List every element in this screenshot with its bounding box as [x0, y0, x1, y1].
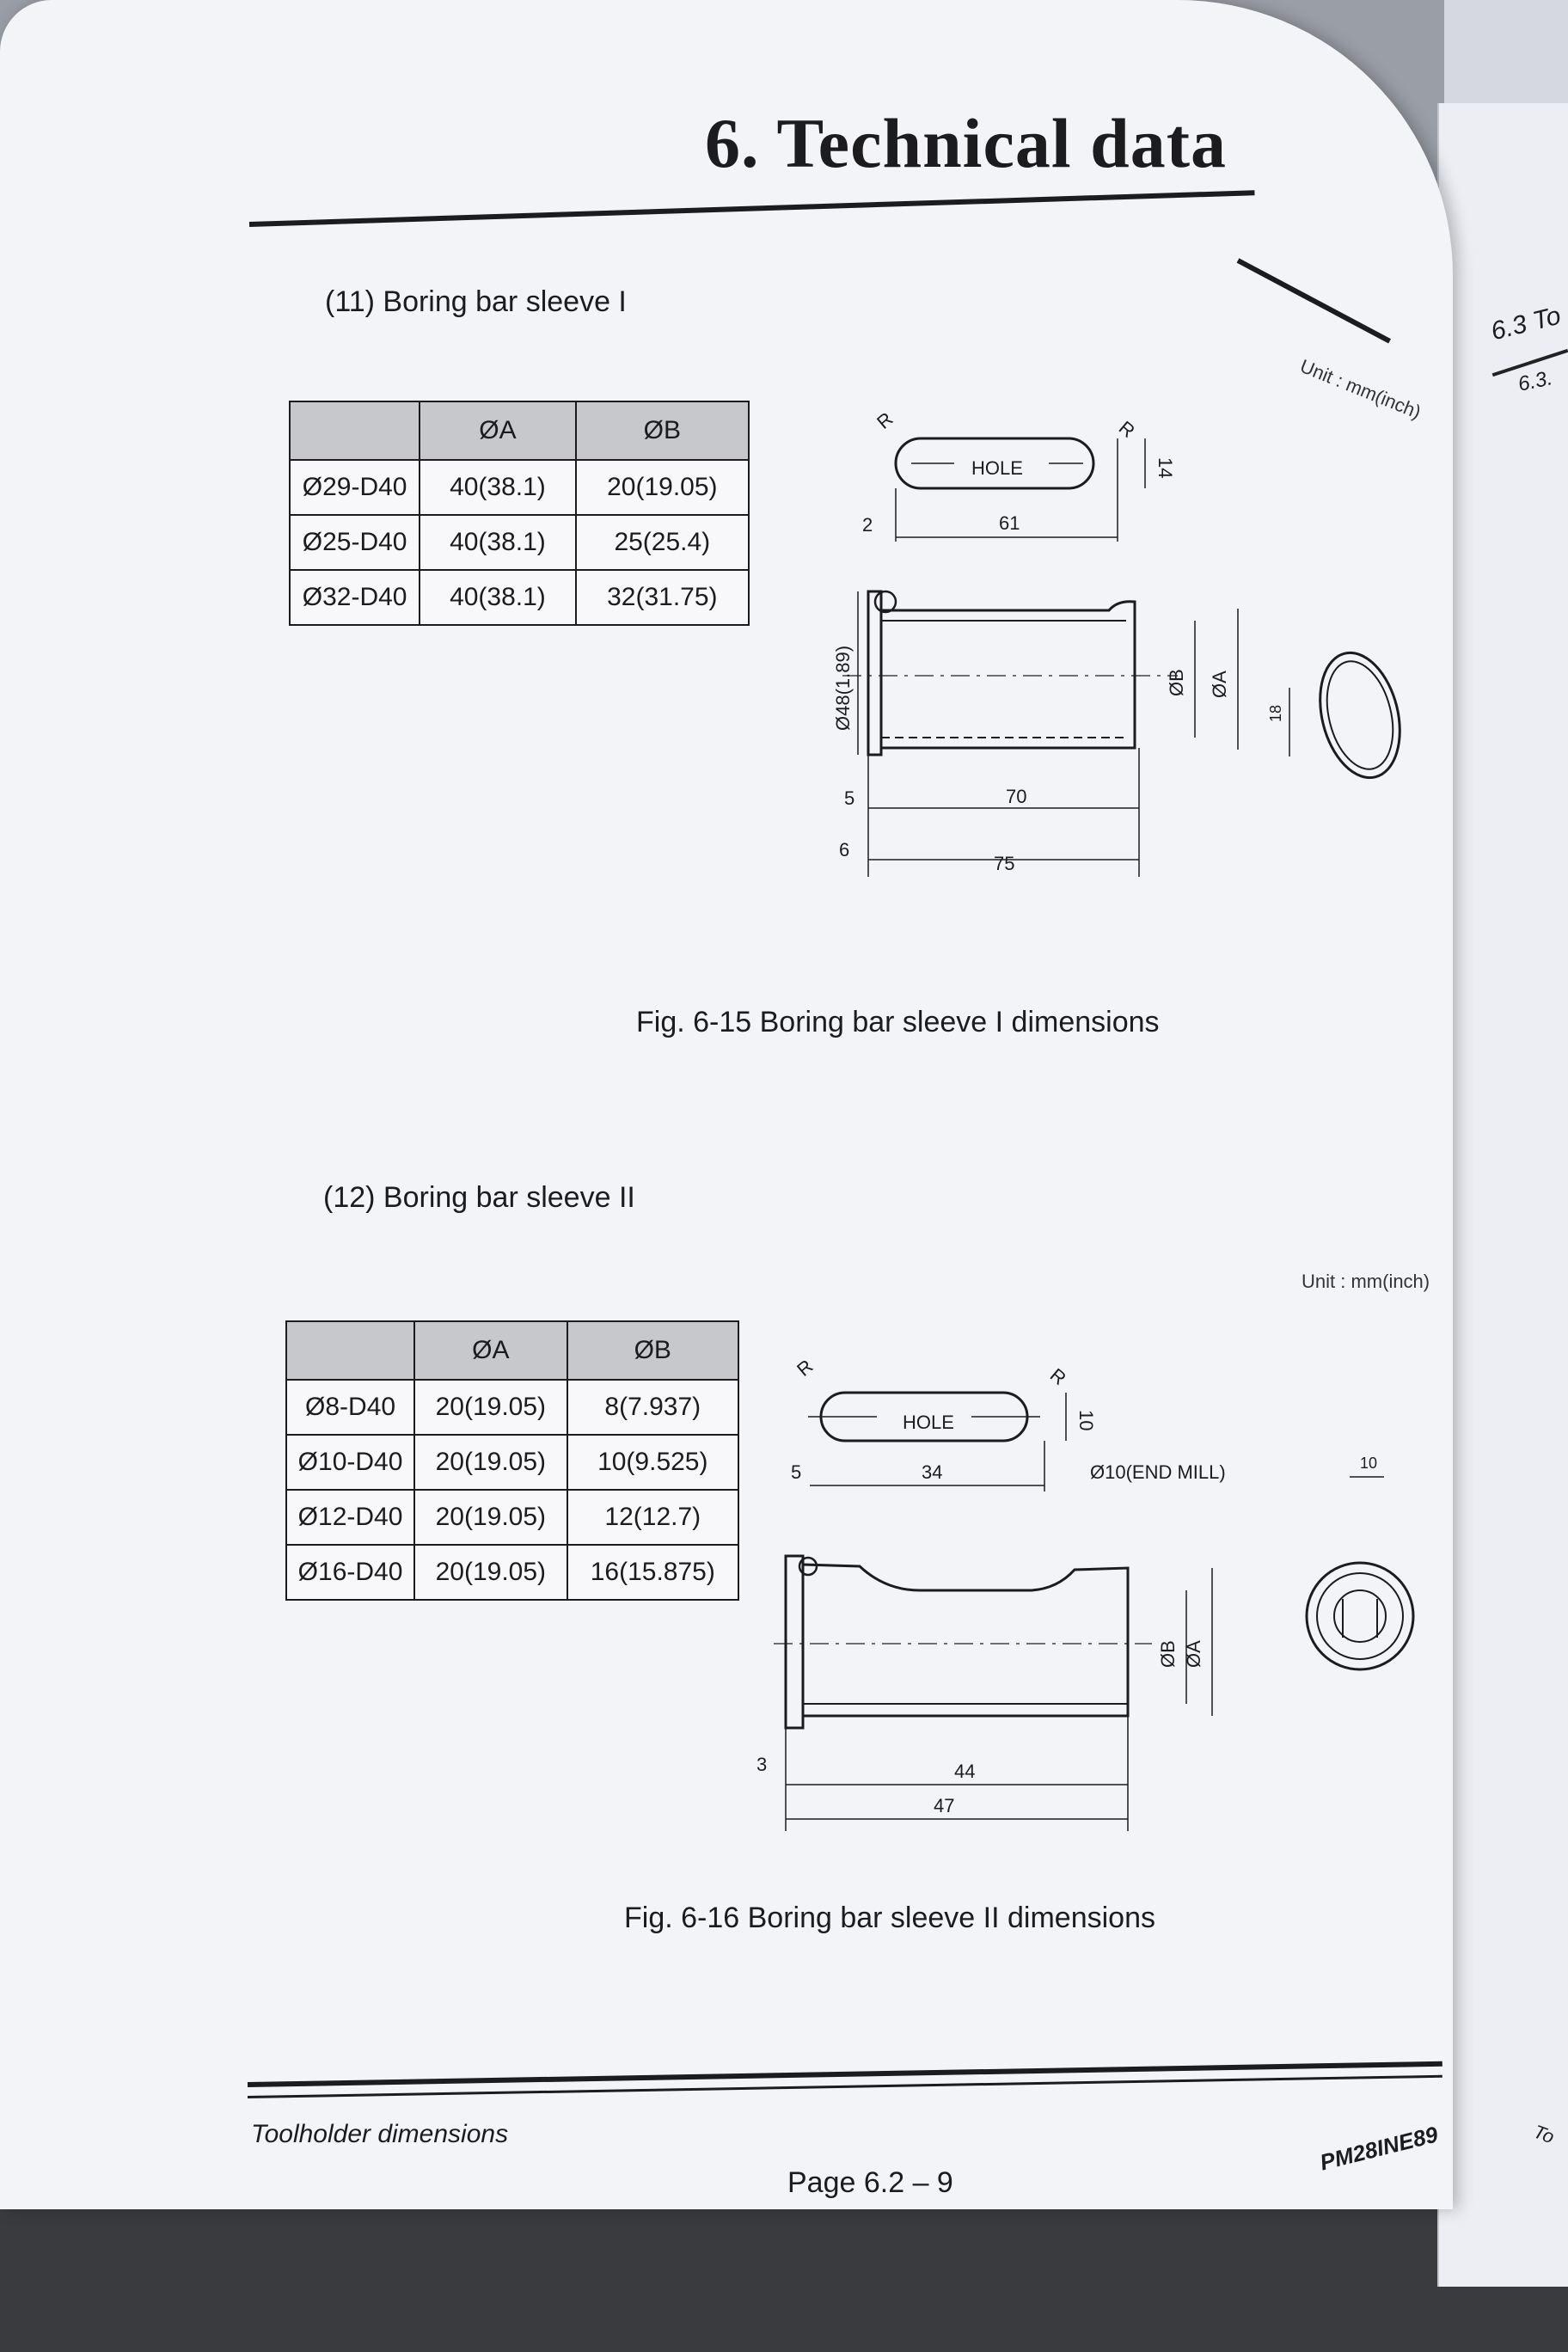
table-cell: 12(12.7): [567, 1490, 738, 1545]
table-cell: 20(19.05): [576, 460, 749, 515]
dim-75: 75: [994, 853, 1015, 874]
dim-b: ØB: [1157, 1640, 1179, 1668]
table-cell: 20(19.05): [414, 1380, 567, 1435]
table-cell: 40(38.1): [420, 515, 575, 570]
sleeve-body-outline: [803, 1565, 1128, 1716]
sleeve-1-drawing: [774, 395, 1427, 911]
table-cell: 20(19.05): [414, 1545, 567, 1600]
table-header-cell: ØA: [414, 1321, 567, 1380]
dim-5: 5: [844, 787, 855, 809]
radius-label: R: [1045, 1363, 1071, 1390]
end-view-inner: [1317, 654, 1404, 776]
section-12-heading: (12) Boring bar sleeve II: [323, 1181, 635, 1214]
table-header-row: [286, 1321, 738, 1380]
section-11-unit-label: Unit : mm(inch): [1296, 355, 1424, 424]
dim-end-view: 18: [1267, 704, 1284, 722]
end-mill-note: Ø10(END MILL): [1090, 1461, 1226, 1483]
table-cell: 20(19.05): [414, 1490, 567, 1545]
table-cell: 8(7.937): [567, 1380, 738, 1435]
dim-slot-width: 10: [1075, 1410, 1097, 1431]
table-row: [286, 1380, 738, 1435]
sleeve-2-drawing: [756, 1341, 1427, 1857]
adjacent-page-subheading: 6.3.: [1516, 366, 1555, 396]
table-row: [286, 1545, 738, 1600]
sleeve-body-outline: [881, 602, 1135, 748]
table-cell: Ø12-D40: [286, 1490, 414, 1545]
end-view-outer: [1307, 1563, 1413, 1669]
dim-70: 70: [1006, 786, 1027, 807]
dim-end-view: 10: [1360, 1455, 1378, 1472]
table-row: [290, 515, 749, 570]
table-cell: Ø32-D40: [290, 570, 420, 625]
slot-hole-label: HOLE: [971, 457, 1023, 479]
figure-6-15-caption: Fig. 6-15 Boring bar sleeve I dimensions: [636, 1006, 1160, 1038]
dim-slot-length: 61: [999, 512, 1020, 534]
table-row: [290, 570, 749, 625]
table-header-cell: ØB: [576, 401, 749, 460]
table-cell: Ø25-D40: [290, 515, 420, 570]
adjacent-page-heading: 6.3 To: [1488, 301, 1564, 346]
table-header-cell: ØA: [420, 401, 575, 460]
table-cell: Ø8-D40: [286, 1380, 414, 1435]
dim-slot-width: 14: [1155, 457, 1176, 479]
section-11-heading: (11) Boring bar sleeve I: [325, 285, 627, 318]
dim-slot-offset: 5: [791, 1461, 802, 1483]
table-row: [286, 1490, 738, 1545]
end-view-middle: [1317, 1573, 1403, 1659]
dim-flange-dia: Ø48(1.89): [832, 645, 854, 731]
dim-slot-offset: 2: [862, 514, 873, 536]
dim-slot-length: 34: [922, 1461, 943, 1483]
slot-hole-label: HOLE: [903, 1412, 954, 1433]
table-row: [286, 1435, 738, 1490]
dim-44: 44: [954, 1761, 976, 1782]
table-cell: 16(15.875): [567, 1545, 738, 1600]
dim-b: ØB: [1166, 669, 1187, 696]
table-cell: Ø16-D40: [286, 1545, 414, 1600]
header-rule-curve: [1237, 258, 1391, 343]
header-rule: [249, 190, 1255, 227]
dim-47: 47: [934, 1795, 955, 1816]
table-header-cell: [290, 401, 420, 460]
table-cell: Ø29-D40: [290, 460, 420, 515]
table-header-cell: ØB: [567, 1321, 738, 1380]
flange-outline: [786, 1556, 803, 1728]
adjacent-page-footer: To: [1530, 2120, 1558, 2148]
table-row: [290, 460, 749, 515]
section-11-table: [289, 401, 750, 626]
section-12-unit-label: Unit : mm(inch): [1302, 1271, 1430, 1292]
footer-document-code: PM28INE89: [1317, 2121, 1441, 2176]
dim-a: ØA: [1209, 671, 1230, 698]
radius-label: R: [793, 1355, 818, 1381]
table-cell: 20(19.05): [414, 1435, 567, 1490]
end-view-outer: [1308, 645, 1412, 787]
dim-6: 6: [839, 839, 850, 861]
backdrop-bottom: [0, 2201, 1568, 2352]
adjacent-page: [1437, 103, 1568, 2287]
table-cell: 32(31.75): [576, 570, 749, 625]
flange-outline: [868, 591, 881, 755]
dim-3: 3: [756, 1754, 768, 1775]
footer-rule: [248, 2061, 1442, 2087]
section-12-table: [285, 1320, 739, 1601]
corner-detail: [875, 591, 896, 612]
table-header-row: [290, 401, 749, 460]
table-cell: 25(25.4): [576, 515, 749, 570]
figure-6-16-caption: Fig. 6-16 Boring bar sleeve II dimensions: [624, 1902, 1155, 1934]
radius-label: R: [873, 407, 897, 433]
table-cell: 40(38.1): [420, 570, 575, 625]
table-cell: 10(9.525): [567, 1435, 738, 1490]
table-header-cell: [286, 1321, 414, 1380]
radius-label: R: [1114, 416, 1140, 443]
dim-a: ØA: [1183, 1640, 1204, 1668]
footer-page-number: Page 6.2 – 9: [787, 2166, 953, 2199]
footer-section-label: Toolholder dimensions: [251, 2120, 509, 2148]
page-title: 6. Technical data: [705, 104, 1228, 182]
table-cell: 40(38.1): [420, 460, 575, 515]
table-cell: Ø10-D40: [286, 1435, 414, 1490]
